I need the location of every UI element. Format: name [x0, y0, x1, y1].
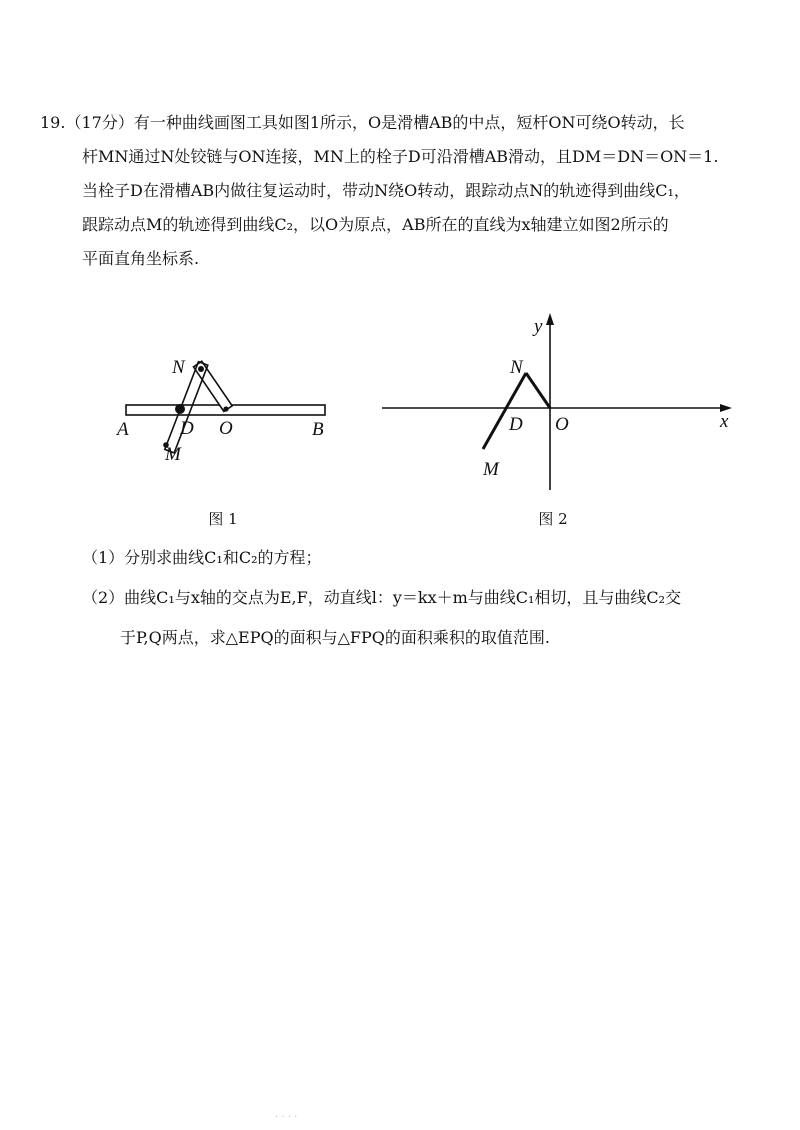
fig1-label-d: D	[180, 418, 194, 439]
problem-text-1: （17分）有一种曲线画图工具如图1所示，O是滑槽AB的中点，短杆ON可绕O转动，长	[65, 113, 685, 132]
problem-line-3: 当栓子D在滑槽AB内做往复运动时，带动N绕O转动，跟踪动点N的轨迹得到曲线C₁，	[82, 181, 690, 200]
figure-2-caption: 图 2	[538, 510, 568, 528]
segment-on	[526, 373, 550, 408]
fig2-label-y: y	[534, 316, 543, 337]
question-2-line-1: （2）曲线C₁与x轴的交点为E,F，动直线l：y＝kx＋m与曲线C₁相切，且与曲线C₂交	[82, 588, 682, 607]
problem-number: 19.	[40, 113, 66, 132]
fig1-label-a: A	[117, 419, 129, 440]
figure-2-drawing	[382, 313, 732, 490]
problem-line-5: 平面直角坐标系.	[82, 249, 200, 268]
question-1: （1）分别求曲线C₁和C₂的方程；	[82, 548, 322, 567]
figures	[0, 305, 800, 535]
figures-svg	[0, 305, 800, 535]
pivot-o	[223, 406, 228, 411]
fig2-label-m: M	[483, 459, 499, 480]
pin-d	[175, 404, 185, 414]
fig2-label-d: D	[509, 414, 523, 435]
fig1-label-m: M	[165, 444, 181, 465]
problem-line-4: 跟踪动点M的轨迹得到曲线C₂，以O为原点，AB所在的直线为x轴建立如图2所示的	[82, 215, 669, 234]
fig1-label-n: N	[172, 357, 185, 378]
question-2-line-2: 于P,Q两点，求△EPQ的面积与△FPQ的面积乘积的取值范围.	[120, 628, 550, 647]
footer-mark: · · · ·	[275, 1112, 298, 1123]
segment-nm	[483, 373, 526, 449]
figure-1-drawing	[115, 357, 325, 465]
fig1-label-o: O	[219, 418, 233, 439]
questions	[82, 538, 762, 658]
problem-statement	[40, 106, 750, 276]
y-axis-arrow	[546, 313, 554, 325]
fig2-label-n: N	[510, 357, 523, 378]
fig1-label-b: B	[312, 419, 324, 440]
problem-line-2: 杆MN通过N处铰链与ON连接，MN上的栓子D可沿滑槽AB滑动，且DM＝DN＝ON＝1.	[82, 147, 719, 166]
hinge-n	[198, 366, 204, 372]
problem-line-1	[40, 106, 750, 140]
fig2-label-x: x	[720, 411, 729, 432]
figure-1-caption: 图 1	[208, 510, 238, 528]
fig2-label-o: O	[555, 414, 569, 435]
